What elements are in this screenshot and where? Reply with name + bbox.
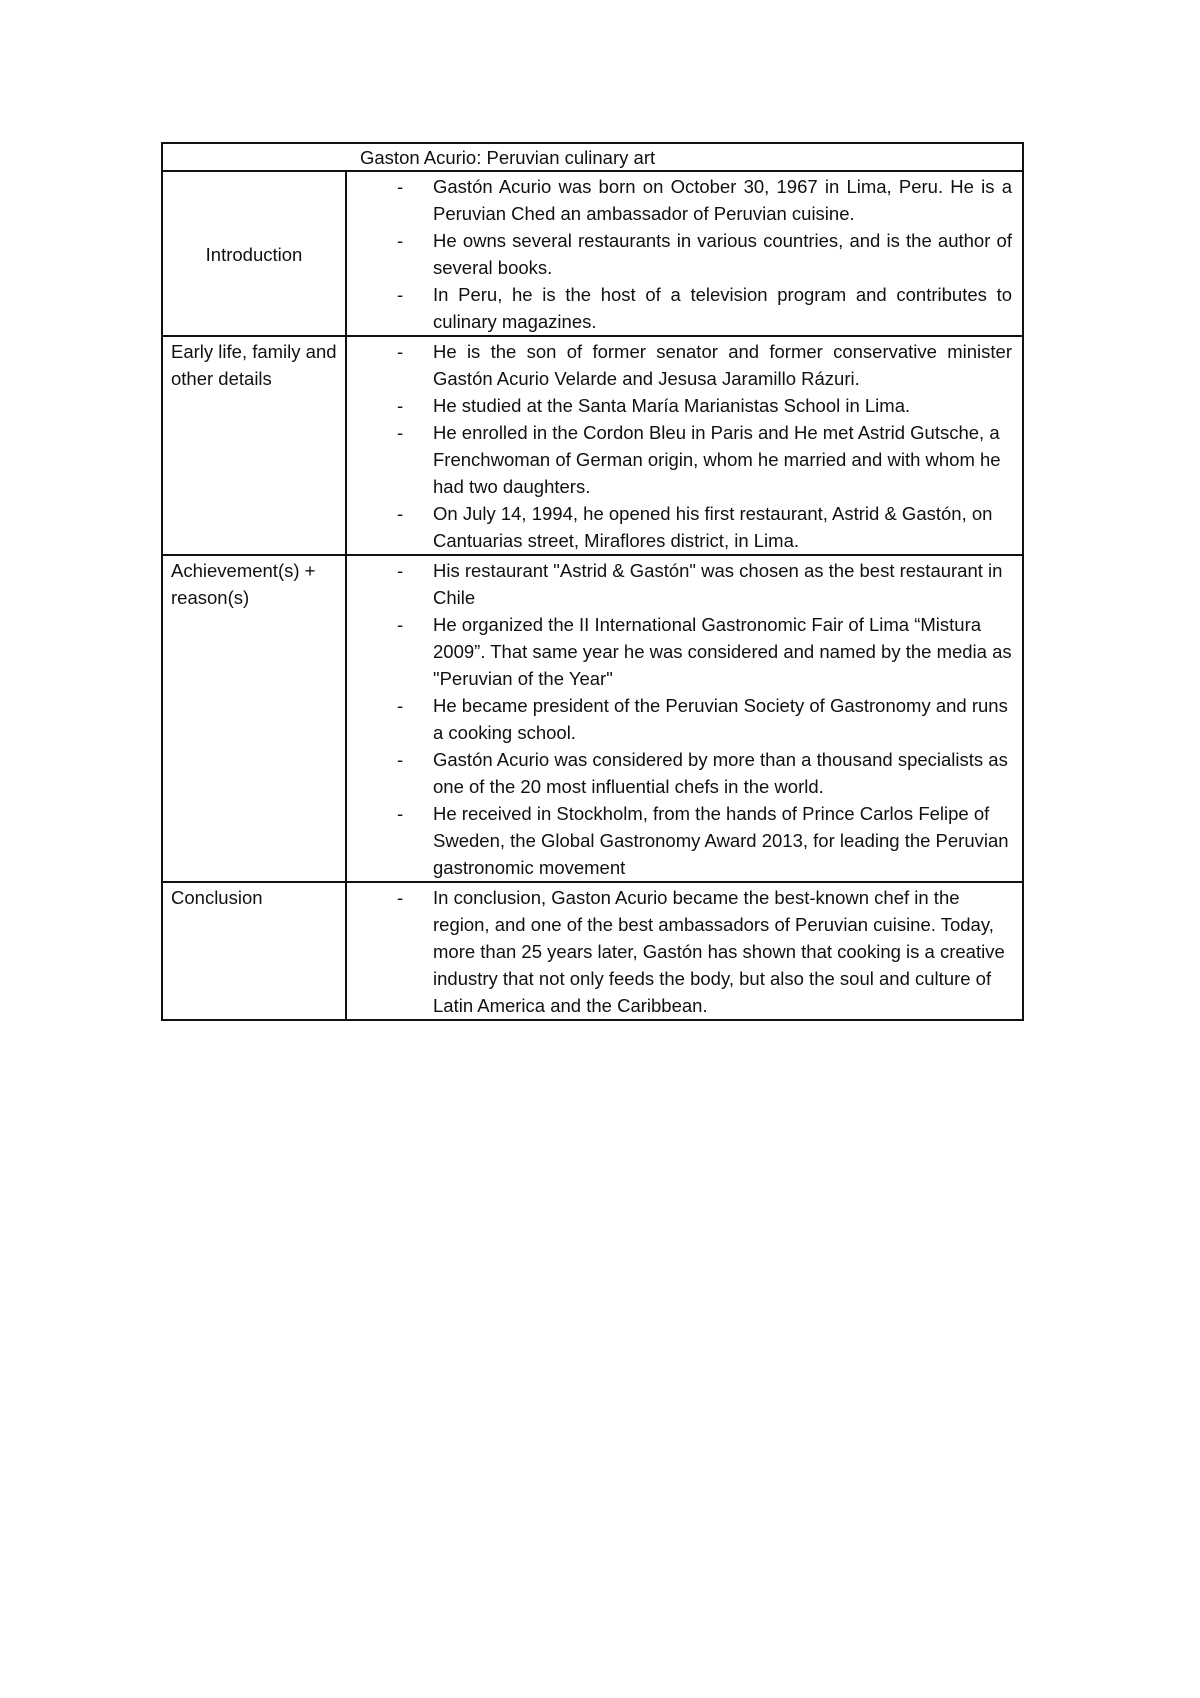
- section-row-introduction: [162, 171, 1023, 336]
- section-label-introduction: Introduction: [162, 171, 346, 336]
- bullet-dash: -: [397, 422, 404, 443]
- list-item: [347, 338, 1012, 392]
- list-item: [347, 800, 1012, 881]
- title-cell: [162, 143, 1023, 171]
- bullet-dash: -: [397, 749, 404, 770]
- bullet-dash: -: [397, 887, 404, 908]
- section-row-achievements: [162, 555, 1023, 882]
- section-label-early-life: Early life, family and other details: [162, 336, 346, 555]
- list-item: [347, 692, 1012, 746]
- section-content-introduction: [346, 171, 1023, 336]
- list-item-text: He owns several restaurants in various countries, and is the author of several books.: [433, 230, 1012, 278]
- list-item: [347, 611, 1012, 692]
- list-item-text: He became president of the Peruvian Society of Gastronomy and runs a cooking school.: [433, 695, 1008, 743]
- list-item: [347, 227, 1012, 281]
- list-item-text: He enrolled in the Cordon Bleu in Paris and He met Astrid Gutsche, a Frenchwoman of German origin, whom he married and with whom he had two daughters.: [433, 422, 1001, 497]
- list-item-text: He organized the II International Gastronomic Fair of Lima “Mistura 2009”. That same year he was considered and named by the media as "Peruvian of the Year": [433, 614, 1012, 689]
- bullet-dash: -: [397, 341, 404, 362]
- bullet-dash: -: [397, 560, 404, 581]
- bullet-dash: -: [397, 614, 404, 635]
- list-item-text: He received in Stockholm, from the hands of Prince Carlos Felipe of Sweden, the Global Gastronomy Award 2013, for leading the Peruvian gastronomic movement: [433, 803, 1009, 878]
- bullet-dash: -: [397, 695, 404, 716]
- list-item-text: Gastón Acurio was considered by more than a thousand specialists as one of the 20 most influential chefs in the world.: [433, 749, 1008, 797]
- bullet-dash: -: [397, 176, 404, 197]
- list-item-text: Gastón Acurio was born on October 30, 1967 in Lima, Peru. He is a Peruvian Ched an ambassador of Peruvian cuisine.: [433, 176, 1012, 224]
- section-label-conclusion: Conclusion: [162, 882, 346, 1020]
- list-item: [347, 557, 1012, 611]
- bullet-dash: -: [397, 230, 404, 251]
- list-item-text: On July 14, 1994, he opened his first restaurant, Astrid & Gastón, on Cantuarias street, Miraflores district, in Lima.: [433, 503, 993, 551]
- document-title: Gaston Acurio: Peruvian culinary art: [360, 147, 656, 168]
- list-item: [347, 746, 1012, 800]
- list-item-text: In Peru, he is the host of a television program and contributes to culinary magazines.: [433, 284, 1012, 332]
- bullet-dash: -: [397, 284, 404, 305]
- section-content-conclusion: [346, 882, 1023, 1020]
- list-item: [347, 281, 1012, 335]
- list-item-text: In conclusion, Gaston Acurio became the best-known chef in the region, and one of the best ambassadors of Peruvian cuisine. Today, more than 25 years later, Gastón has shown that cooking is a creative industry that not only feeds the body, but also the soul and culture of Latin America and the Caribbean.: [433, 887, 1005, 1016]
- bullet-dash: -: [397, 503, 404, 524]
- section-row-conclusion: [162, 882, 1023, 1020]
- list-item: [347, 500, 1012, 554]
- section-content-achievements: [346, 555, 1023, 882]
- bullet-dash: -: [397, 803, 404, 824]
- list-item: [347, 419, 1012, 500]
- section-content-early-life: [346, 336, 1023, 555]
- list-item-text: He is the son of former senator and former conservative minister Gastón Acurio Velarde and Jesusa Jaramillo Rázuri.: [433, 341, 1012, 389]
- section-row-early-life: [162, 336, 1023, 555]
- bullet-dash: -: [397, 395, 404, 416]
- list-item-text: He studied at the Santa María Marianistas School in Lima.: [433, 395, 911, 416]
- list-item: [347, 392, 1012, 419]
- list-item: [347, 884, 1012, 1019]
- list-item-text: His restaurant "Astrid & Gastón" was chosen as the best restaurant in Chile: [433, 560, 1003, 608]
- list-item: [347, 173, 1012, 227]
- title-row: [162, 143, 1023, 171]
- section-label-achievements: Achievement(s) + reason(s): [162, 555, 346, 882]
- document-table: [161, 142, 1024, 1021]
